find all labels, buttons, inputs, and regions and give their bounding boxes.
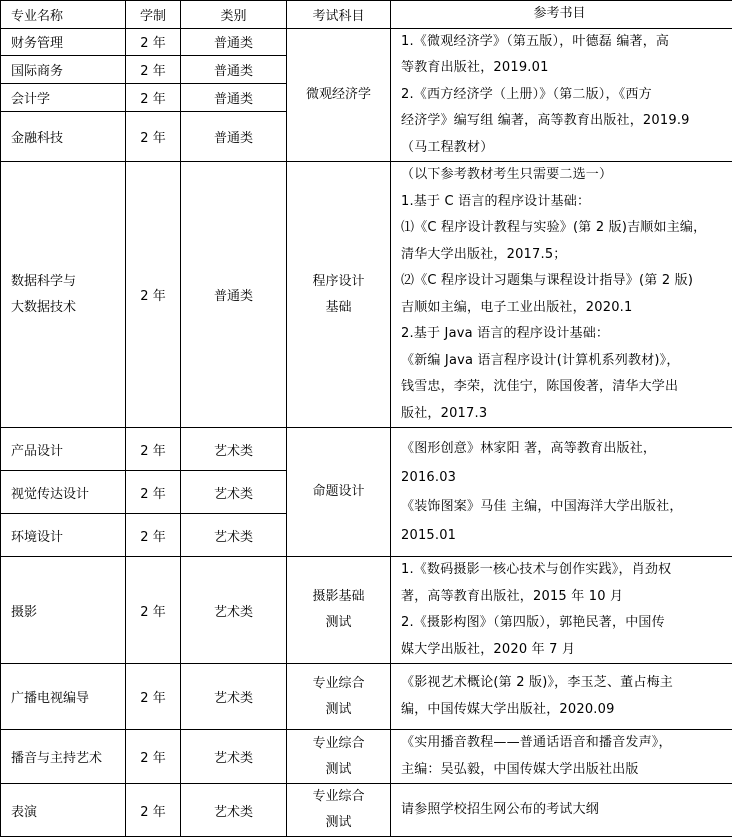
duration: 2 年 [126,162,181,428]
reference-line: 1.《数码摄影一核心技术与创作实践》，肖劲权 [401,557,728,584]
exam-subject [287,664,391,730]
exam-subject-line: 测试 [287,697,390,723]
reference-line: 1.《微观经济学》（第五版），叶德磊 编著，高 [401,29,728,56]
duration: 2 年 [126,514,181,557]
header-exam-subject: 考试科目 [287,1,391,29]
major-name: 财务管理 [1,28,126,56]
duration: 2 年 [126,471,181,514]
exam-subject [287,28,391,162]
duration: 2 年 [126,557,181,664]
reference-line: 1.基于 C 语言的程序设计基础： [401,189,728,216]
exam-subject [287,428,391,557]
reference-line: （以下参考教材考生只需要二选一） [401,162,728,189]
major-name-line: 大数据技术 [11,295,125,321]
duration: 2 年 [126,111,181,161]
exam-subject [287,162,391,428]
exam-subject-line: 测试 [287,757,390,783]
exam-subject-line: 微观经济学 [287,82,390,108]
reference-line: 版社，2017.3 [401,401,728,428]
reference-line: 2015.01 [401,521,728,550]
reference-line: 钱雪忠，李荣，沈佳宁，陈国俊著，清华大学出 [401,374,728,401]
major-name: 会计学 [1,83,126,111]
reference-line: 《图形创意》林家阳 著，高等教育出版社， [401,434,728,463]
header-row [1,1,732,29]
table-row [1,162,732,428]
table-row [1,664,732,730]
exam-subject-line: 专业综合 [287,671,390,697]
reference-line: 《影视艺术概论(第 2 版)》，李玉芝、董占梅主 [401,670,728,697]
table-row [1,28,732,56]
duration: 2 年 [126,730,181,784]
table-row [1,784,732,837]
category: 艺术类 [181,557,287,664]
reference-line: 2016.03 [401,463,728,492]
exam-subject-line: 专业综合 [287,731,390,757]
exam-subject-line: 基础 [287,295,390,321]
category: 普通类 [181,28,287,56]
table-row [1,428,732,471]
reference-line: 等教育出版社，2019.01 [401,55,728,82]
exam-subject-line: 测试 [287,610,390,636]
category: 普通类 [181,162,287,428]
reference-line: 经济学》编写组 编著，高等教育出版社，2019.9 [401,108,728,135]
reference-books [391,784,732,837]
major-name: 广播电视编导 [1,664,126,730]
duration: 2 年 [126,428,181,471]
major-name: 摄影 [1,557,126,664]
category: 艺术类 [181,514,287,557]
reference-line: 编，中国传媒大学出版社，2020.09 [401,697,728,724]
major-name: 产品设计 [1,428,126,471]
reference-line: 著，高等教育出版社，2015 年 10 月 [401,584,728,611]
reference-line: 2.《摄影构图》（第四版），郭艳民著，中国传 [401,610,728,637]
category: 艺术类 [181,784,287,837]
major-name [1,162,126,428]
reference-line: 媒大学出版社，2020 年 7 月 [401,637,728,664]
exam-subject-line: 程序设计 [287,269,390,295]
table-row [1,730,732,784]
reference-line: 《实用播音教程——普通话语音和播音发声》， [401,730,728,757]
category: 普通类 [181,83,287,111]
reference-books [391,730,732,784]
duration: 2 年 [126,28,181,56]
major-name: 视觉传达设计 [1,471,126,514]
reference-books [391,557,732,664]
table-row [1,557,732,664]
major-name: 国际商务 [1,56,126,84]
reference-line: 《新编 Java 语言程序设计(计算机系列教材)》， [401,348,728,375]
major-name-line: 数据科学与 [11,269,125,295]
exam-subject-line: 命题设计 [287,479,390,505]
major-name: 金融科技 [1,111,126,161]
exam-subject-line: 专业综合 [287,784,390,810]
reference-line: （马工程教材） [401,135,728,162]
reference-books [391,428,732,557]
exam-subject [287,784,391,837]
duration: 2 年 [126,56,181,84]
reference-line: ⑵《C 程序设计习题集与课程设计指导》(第 2 版) [401,268,728,295]
exam-subject [287,557,391,664]
category: 艺术类 [181,730,287,784]
reference-line: 清华大学出版社，2017.5； [401,242,728,269]
major-name: 播音与主持艺术 [1,730,126,784]
reference-line: 《装饰图案》马佳 主编，中国海洋大学出版社， [401,492,728,521]
category: 艺术类 [181,471,287,514]
category: 普通类 [181,111,287,161]
exam-subject-line: 测试 [287,810,390,836]
reference-line: 吉顺如主编，电子工业出版社，2020.1 [401,295,728,322]
reference-line: 请参照学校招生网公布的考试大纲 [401,797,728,824]
reference-books [391,28,732,162]
reference-books [391,664,732,730]
duration: 2 年 [126,83,181,111]
major-name: 表演 [1,784,126,837]
category: 艺术类 [181,664,287,730]
reference-line: 2.《西方经济学（上册）》（第二版），《西方 [401,82,728,109]
category: 普通类 [181,56,287,84]
header-category: 类别 [181,1,287,29]
header-major: 专业名称 [1,1,126,29]
duration: 2 年 [126,664,181,730]
major-name: 环境设计 [1,514,126,557]
header-reference-books: 参考书目 [391,1,732,29]
reference-line: ⑴《C 程序设计教程与实验》(第 2 版)吉顺如主编， [401,215,728,242]
duration: 2 年 [126,784,181,837]
header-duration: 学制 [126,1,181,29]
exam-subject [287,730,391,784]
exam-subject-line: 摄影基础 [287,584,390,610]
category: 艺术类 [181,428,287,471]
reference-line: 2.基于 Java 语言的程序设计基础： [401,321,728,348]
reference-line: 主编：吴弘毅，中国传媒大学出版社出版 [401,757,728,784]
reference-books [391,162,732,428]
